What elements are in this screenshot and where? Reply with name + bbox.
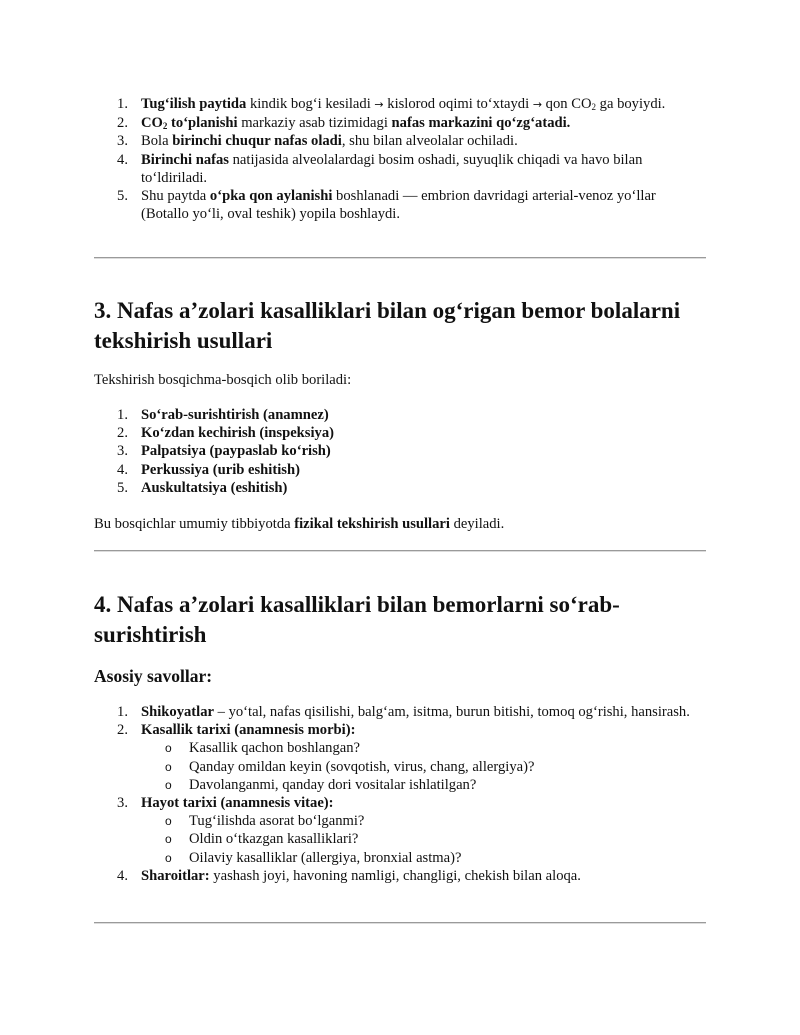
list-item: 1. So‘rab-surishtirish (anamnez) <box>94 406 706 424</box>
arrow-icon: → <box>532 98 543 111</box>
list-item: 4. Perkussiya (urib eshitish) <box>94 461 706 479</box>
list-item: 1. Shikoyatlar – yo‘tal, nafas qisilishi, balg‘am, isitma, burun bitishi, tomoq og‘rishi, hansirash. <box>94 703 706 721</box>
list-number: 3. <box>117 443 128 460</box>
sub-list-item: o Oilaviy kasalliklar (allergiya, bronxial astma)? <box>165 849 462 866</box>
sub-list <box>141 812 706 867</box>
list-number: 5. <box>117 479 128 496</box>
bullet-icon: o <box>165 777 172 792</box>
list-number: 1. <box>117 407 128 423</box>
sub-list-item: o Qanday omildan keyin (sovqotish, virus, chang, allergiya)? <box>165 758 535 775</box>
list-number: 1. <box>117 704 128 720</box>
sub-list <box>141 739 706 794</box>
section-divider <box>94 257 706 259</box>
section-3-outro: Bu bosqichlar umumiy tibbiyotda fizikal tekshirish usullari deyiladi. <box>94 516 505 532</box>
bullet-icon: o <box>165 832 172 847</box>
sub-list-item: o Kasallik qachon boshlangan? <box>165 740 361 757</box>
arrow-icon: → <box>374 98 384 111</box>
list-item: 5. Shu paytda o‘pka qon aylanishi boshlanadi — embrion davridagi arterial-venoz yo‘llar (Botallo yo‘li, oval teshik) yopila boshlaydi. <box>94 187 706 223</box>
section-3-heading: 3. Nafas a’zolari kasalliklari bilan og‘rigan bemor bolalarni tekshirish usullari <box>94 298 681 353</box>
list-number: 4. <box>117 461 128 478</box>
sub-list-item: o Oldin o‘tkazgan kasalliklari? <box>165 831 359 848</box>
list-item: 3. Hayot tarixi (anamnesis vitae): o Tug‘ilishda asorat bo‘lganmi? o Oldin o‘tkazgan kasalliklari? o Oilaviy kasalliklar (allergiya, bronxial astma)? <box>94 794 706 867</box>
section-4-subheading: Asosiy savollar: <box>94 666 213 686</box>
section-4-heading: 4. Nafas a’zolari kasalliklari bilan bemorlarni so‘rab-surishtirish <box>94 592 620 647</box>
birth-breathing-list <box>94 95 706 223</box>
list-number: 5. <box>117 188 128 205</box>
section-3-intro: Tekshirish bosqichma-bosqich olib boriladi: <box>94 372 352 388</box>
sub-list-item: o Tug‘ilishda asorat bo‘lganmi? <box>165 813 365 830</box>
list-item: 2. $CO_2$ to‘planishi markaziy asab tizimidagi nafas markazini qo‘zg‘atadi. <box>94 114 706 132</box>
list-item: 2. Kasallik tarixi (anamnesis morbi): o Kasallik qachon boshlangan? o Qanday omildan keyin (sovqotish, virus, chang, allergiya)? o Davolanganmi, qanday dori vositalar ishlatilgan? <box>94 721 706 794</box>
list-item: 3. Bola birinchi chuqur nafas oladi, shu bilan alveolalar ochiladi. <box>94 132 706 150</box>
list-number: 3. <box>117 133 128 150</box>
bullet-icon: o <box>165 741 172 756</box>
list-number: 4. <box>117 867 128 884</box>
interview-questions-list <box>94 703 706 885</box>
list-number: 2. <box>117 425 128 442</box>
list-number: 4. <box>117 151 128 168</box>
list-item: 5. Auskultatsiya (eshitish) <box>94 479 706 497</box>
section-divider <box>94 922 706 924</box>
bullet-icon: o <box>165 814 172 829</box>
list-item: 2. Ko‘zdan kechirish (inspeksiya) <box>94 424 706 442</box>
list-item: 3. Palpatsiya (paypaslab ko‘rish) <box>94 442 706 460</box>
list-number: 1. <box>117 96 128 112</box>
list-number: 2. <box>117 115 128 132</box>
bullet-icon: o <box>165 759 172 774</box>
list-item: 1. Tug‘ilish paytida kindik bog‘i kesiladi → kislorod oqimi to‘xtaydi → qon $CO_2$ ga boyiydi. <box>94 95 706 114</box>
section-divider <box>94 550 706 552</box>
list-item: 4. Sharoitlar: yashash joyi, havoning namligi, changligi, chekish bilan aloqa. <box>94 867 706 885</box>
list-number: 2. <box>117 722 128 739</box>
list-item: 4. Birinchi nafas natijasida alveolalardagi bosim oshadi, suyuqlik chiqadi va havo bilan to‘ldiriladi. <box>94 151 706 187</box>
bullet-icon: o <box>165 850 172 865</box>
sub-list-item: o Davolanganmi, qanday dori vositalar ishlatilgan? <box>165 776 477 793</box>
list-number: 3. <box>117 795 128 812</box>
examination-steps-list <box>94 406 706 497</box>
